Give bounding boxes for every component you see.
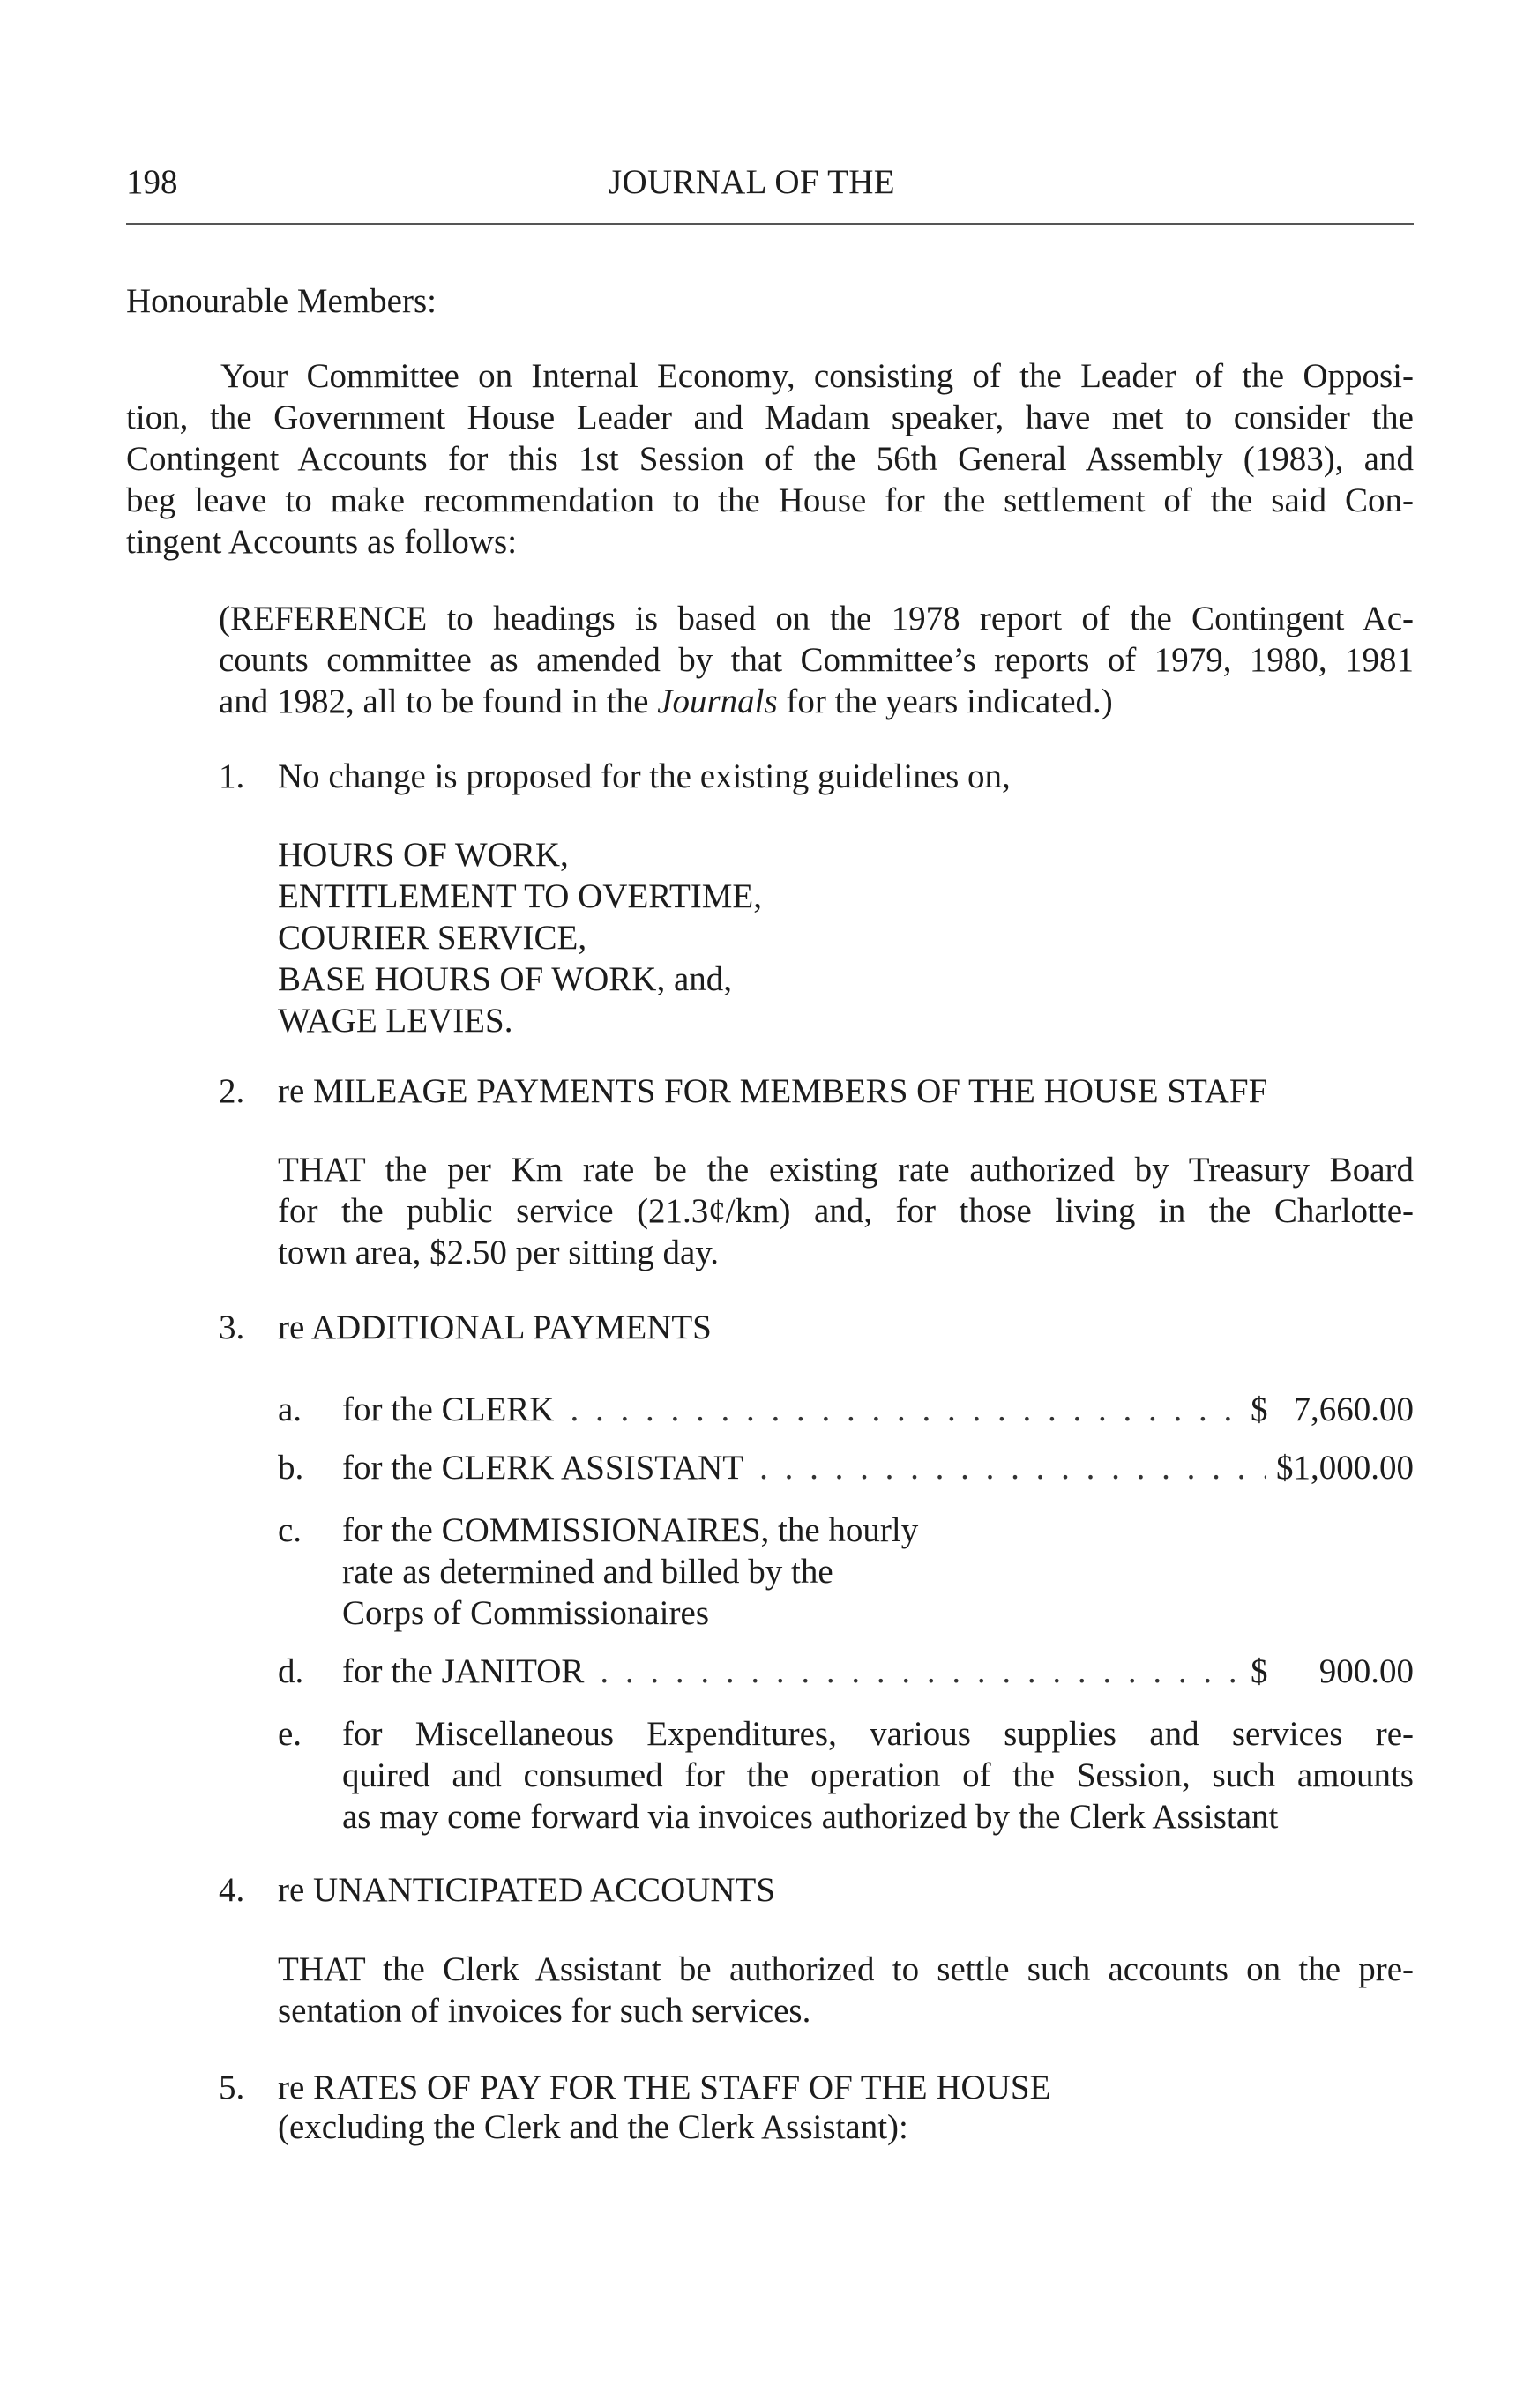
reference-line [219, 681, 1414, 722]
item-body [278, 1149, 1414, 1273]
reference-line: counts committee as amended by that Committee’s reports of 1979, 1980, 1981 [219, 641, 1414, 679]
item-number: 2. [219, 1072, 245, 1110]
salutation: Honourable Members: [126, 282, 437, 320]
intro-line: beg leave to make recommendation to the House for the settlement of the said Con- [126, 481, 1414, 519]
item-heading: re MILEAGE PAYMENTS FOR MEMBERS OF THE HOUSE STAFF [278, 1072, 1268, 1110]
body-line: rate as determined and billed by the [342, 1553, 833, 1591]
body-line: THAT the per Km rate be the existing rate authorized by Treasury Board [278, 1151, 1414, 1189]
subitem-letter: d. [278, 1652, 304, 1690]
intro-line: tion, the Government House Leader and Madam speaker, have met to consider the [126, 399, 1414, 436]
payment-amount [1251, 1651, 1414, 1692]
intro-line: Contingent Accounts for this 1st Session of the 56th General Assembly (1983), and [126, 440, 1414, 478]
page-number: 198 [126, 163, 178, 201]
body-line: for the COMMISSIONAIRES, the hourly [342, 1511, 919, 1549]
leader-dots [600, 1651, 1240, 1692]
payment-amount: $1,000.00 [1276, 1449, 1414, 1487]
amount-value: 900.00 [1318, 1652, 1414, 1690]
body-line: as may come forward via invoices authorized by the Clerk Assistant [342, 1798, 1279, 1836]
subitem-letter: a. [278, 1390, 302, 1428]
misc-expenditures-text [342, 1713, 1414, 1838]
payment-row-janitor [342, 1651, 1414, 1692]
body-line: for Miscellaneous Expenditures, various supplies and services re- [342, 1715, 1414, 1753]
guideline-item: WAGE LEVIES. [278, 1002, 513, 1040]
guidelines-list [278, 834, 762, 1041]
intro-line: tingent Accounts as follows: [126, 523, 518, 561]
item-number: 5. [219, 2069, 245, 2106]
item-heading: re RATES OF PAY FOR THE STAFF OF THE HOUSE [278, 2069, 1051, 2106]
reference-text: and 1982, all to be found in the [219, 682, 658, 720]
commissionaires-text [342, 1510, 918, 1634]
payment-row-clerk [342, 1389, 1414, 1430]
item-body [278, 1949, 1414, 2032]
intro-paragraph [126, 355, 1414, 563]
subitem-letter: e. [278, 1715, 302, 1753]
item-heading: re ADDITIONAL PAYMENTS [278, 1308, 712, 1346]
currency-symbol: $ [1251, 1390, 1268, 1428]
header-rule [126, 223, 1414, 225]
amount-value: 7,660.00 [1293, 1390, 1414, 1428]
currency-symbol: $ [1251, 1652, 1268, 1690]
subitem-letter: c. [278, 1511, 302, 1549]
body-line: Corps of Commissionaires [342, 1594, 709, 1632]
body-line: town area, $2.50 per sitting day. [278, 1234, 720, 1271]
payment-amount [1251, 1389, 1414, 1430]
guideline-item: BASE HOURS OF WORK, and, [278, 960, 732, 998]
body-line: for the public service (21.3¢/km) and, for those living in the Charlotte- [278, 1192, 1414, 1230]
payment-label: for the CLERK [342, 1390, 555, 1428]
reference-text: for the years indicated.) [777, 682, 1113, 720]
guideline-item: COURIER SERVICE, [278, 919, 587, 957]
reference-paragraph [219, 598, 1414, 722]
item-number: 4. [219, 1871, 245, 1909]
intro-line: Your Committee on Internal Economy, consisting of the Leader of the Opposi- [220, 357, 1414, 395]
body-line: sentation of invoices for such services. [278, 1992, 811, 2030]
body-line: quired and consumed for the operation of the Session, such amounts [342, 1756, 1414, 1794]
reference-line: (REFERENCE to headings is based on the 1978 report of the Contingent Ac- [219, 600, 1414, 637]
guideline-item: HOURS OF WORK, [278, 836, 569, 874]
item-subheading: (excluding the Clerk and the Clerk Assistant): [278, 2108, 908, 2146]
item-heading: re UNANTICIPATED ACCOUNTS [278, 1871, 776, 1909]
body-line: THAT the Clerk Assistant be authorized to settle such accounts on the pre- [278, 1950, 1414, 1988]
running-title: JOURNAL OF THE [609, 163, 895, 201]
reference-journals: Journals [657, 682, 778, 720]
item-number: 3. [219, 1308, 245, 1346]
item-number: 1. [219, 757, 245, 795]
leader-dots [570, 1389, 1240, 1430]
guideline-item: ENTITLEMENT TO OVERTIME, [278, 877, 763, 915]
payment-label: for the JANITOR [342, 1652, 585, 1690]
leader-dots [759, 1447, 1266, 1488]
payment-row-clerk-assistant [342, 1447, 1414, 1488]
item-text: No change is proposed for the existing guidelines on, [278, 757, 1011, 795]
payment-label: for the CLERK ASSISTANT [342, 1449, 744, 1487]
subitem-letter: b. [278, 1449, 304, 1487]
